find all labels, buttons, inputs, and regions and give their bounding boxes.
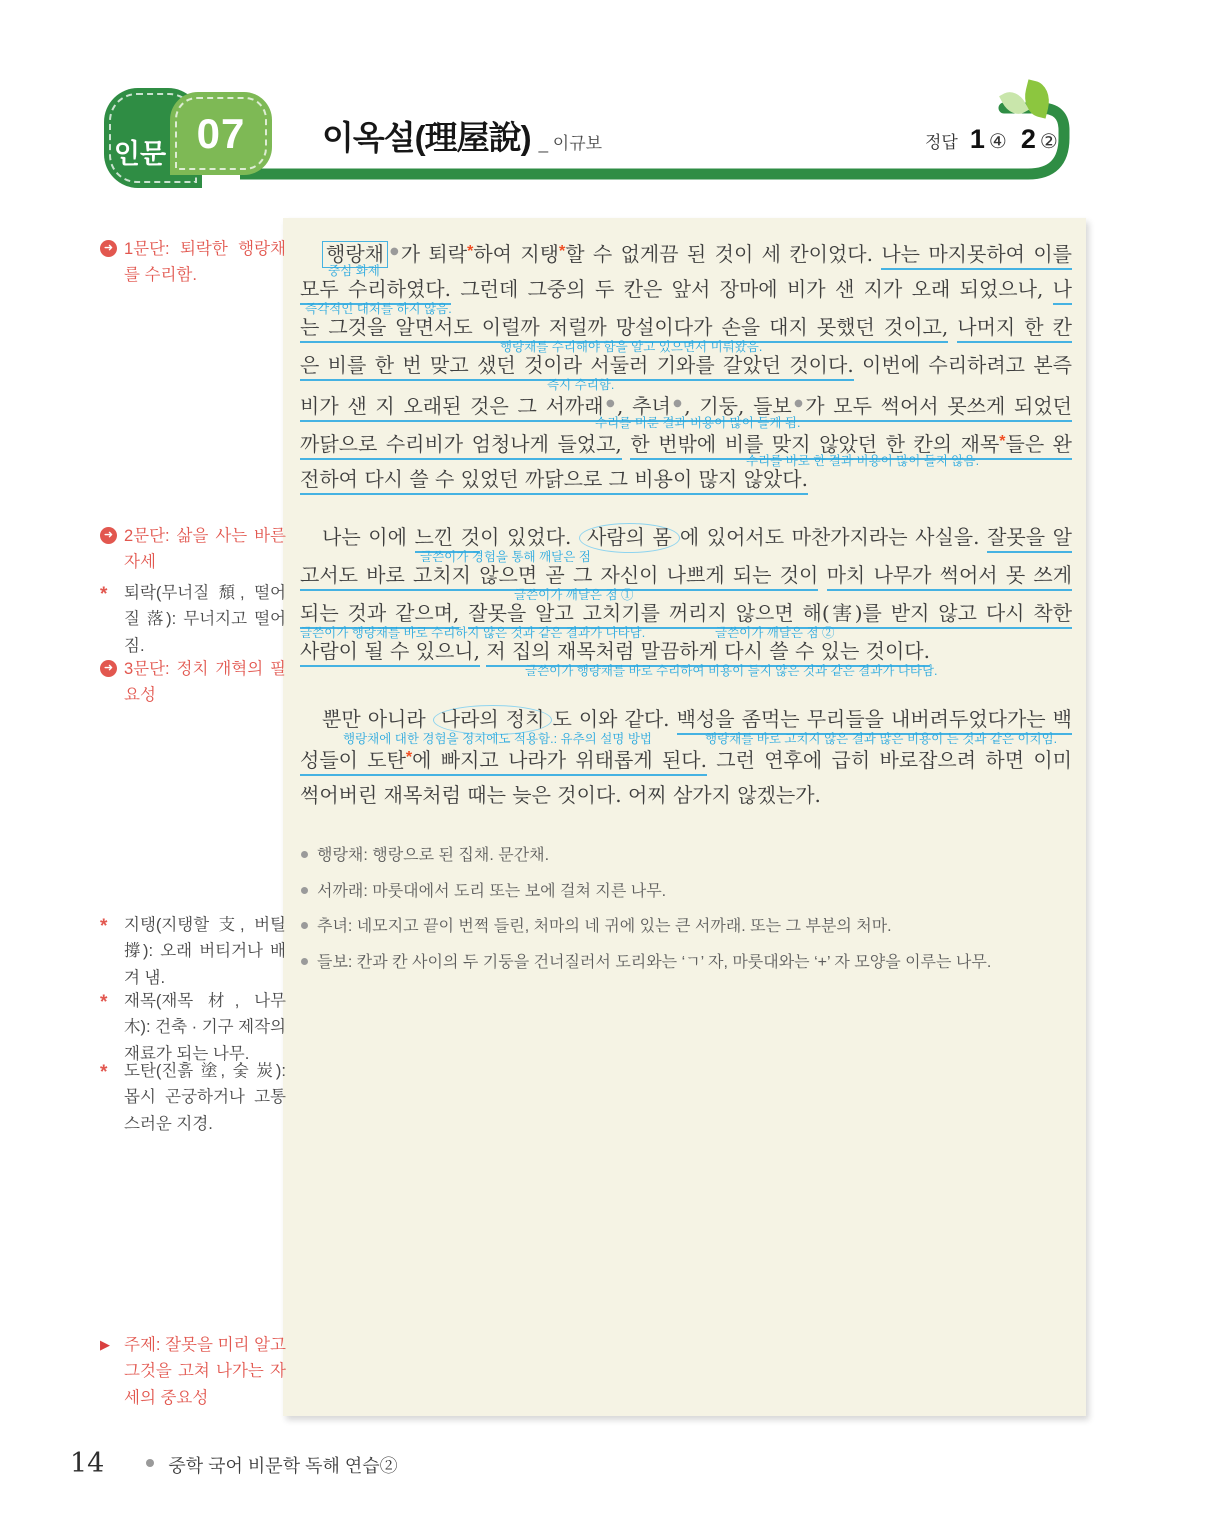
sidebar-note-vocab	[100, 1058, 286, 1137]
sidebar-note-vocab	[100, 988, 286, 1067]
passage-annotation: 행랑채에 대한 경험을 정치에도 적용함.: 유추의 설명 방법	[343, 732, 652, 746]
passage-line	[300, 781, 1072, 819]
paragraph	[300, 523, 1073, 678]
sidebar-note-para	[100, 236, 286, 289]
title-block	[322, 112, 602, 159]
passage-annotation: 수리를 미룬 결과 비용이 많이 들게 됨.	[595, 416, 801, 430]
answer-value: ②	[1039, 131, 1058, 153]
passage-line	[300, 743, 1072, 781]
footnote-dot-icon: ●	[603, 398, 618, 409]
asterisk-icon: *	[558, 243, 566, 260]
passage-annotation: 행랑채를 바로 고치지 않은 결과 많은 비용이 든 것과 같은 이치임.	[705, 732, 1058, 746]
lesson-number: 07	[196, 109, 246, 157]
footnote-item	[300, 845, 1072, 867]
sidebar-note-text: 퇴락(무너질 頹, 떨어질 落): 무너지고 떨어짐.	[124, 584, 286, 655]
passage-line	[300, 351, 1072, 392]
lesson-number-badge	[170, 92, 272, 175]
underlined-text: , 추녀	[617, 394, 671, 422]
passage-annotation: 중심 화제	[328, 264, 380, 278]
asterisk-icon: *	[467, 243, 474, 260]
underlined-text: 모두 수리하였다.	[300, 277, 451, 305]
underlined-text: 전하여 다시 쓸 수 있었던 까닭으로 그 비용이 많지 않았다.	[300, 467, 808, 495]
bullet-icon	[146, 1459, 154, 1467]
footnote-dot-icon: ●	[387, 246, 401, 257]
passage	[300, 237, 1072, 819]
passage-text: 이 있었다.	[480, 525, 579, 549]
sidebar-note-text: 도탄(진흙 塗, 숯 炭): 몹시 곤궁하거나 고통스러운 지경.	[124, 1062, 286, 1133]
underlined-text: 가 모두 썩어서 못쓰게 되었던	[805, 394, 1072, 422]
passage-text: 그런 연후에 급히 바로잡으려 하면 이미	[706, 748, 1072, 772]
footnote-item	[300, 916, 1072, 938]
footnote-dot-icon: ●	[791, 398, 806, 409]
passage-text	[459, 601, 468, 625]
sidebar-note-theme	[100, 1332, 286, 1411]
asterisk-icon: *	[405, 749, 413, 766]
bullet-icon	[301, 922, 308, 929]
circled-keyword: 사람의 몸	[579, 523, 680, 553]
leaf-big	[1020, 79, 1053, 118]
footnote-item	[300, 881, 1072, 903]
passage-text: 나는 이에	[322, 525, 415, 549]
footnote-text: 들보: 칸과 칸 사이의 두 기둥을 건너질러서 도리와는 ‘ㄱ’ 자, 마룻대와는 ‘+’ 자 모양을 이루는 나무.	[317, 953, 992, 971]
passage-line	[300, 599, 1073, 640]
sidebar-note-para	[100, 656, 286, 709]
sidebar-note-text: 지탱(지탱할 支, 버틸 撐): 오래 버티거나 배겨 냄.	[124, 916, 286, 987]
underlined-text: 잘못을 알	[987, 525, 1072, 553]
bullet-icon	[301, 851, 308, 858]
page-footer	[70, 1448, 398, 1479]
sidebar-note-vocab	[100, 580, 286, 659]
underlined-text: 고서도 바로 고치지 않으면 곧 그 자신이 나쁘게 되는 것이	[300, 563, 818, 591]
leaf-icon	[1002, 82, 1062, 132]
passage-text: 썩어버린 재목처럼 때는 늦은 것이다. 어찌 삼가지 않겠는가.	[300, 783, 821, 807]
passage-text	[388, 242, 401, 266]
underlined-text: 나	[1053, 277, 1072, 305]
sidebar-note-text: 3문단: 정치 개혁의 필요성	[124, 660, 286, 705]
underlined-text: 저 집의 재목처럼 말끔하게 다시 쓸 수 있는 것이다.	[486, 639, 930, 667]
passage-text: 그런데 그중의 두 칸은 앞서 장마에 비가 샌 지가 오래 되었으나,	[450, 277, 1053, 301]
page-number: 14	[70, 1448, 105, 1479]
passage-annotation: 수리를 바로 한 결과 비용이 많이 들지 않음.	[746, 454, 980, 468]
underlined-text: 되는 것과 같으며,	[300, 601, 459, 629]
underlined-text: 성들이 도탄	[300, 748, 406, 776]
passage-line	[300, 313, 1072, 354]
category-label: 인문	[113, 138, 167, 169]
footnotes	[300, 845, 1072, 973]
underlined-text: 는 그것을 알면서도 이럴까 저럴까 망설이다가 손을 대지 못했던 것이고,	[300, 315, 948, 343]
bullet-icon	[301, 887, 308, 894]
passage-text: 도 이와 같다.	[552, 707, 677, 731]
bullet-icon	[301, 958, 308, 965]
passage-line	[300, 705, 1072, 746]
sidebar-note-text: 1문단: 퇴락한 행랑채를 수리함.	[124, 240, 286, 285]
passage-line	[300, 637, 1072, 678]
question-number: 1	[969, 124, 985, 154]
passage-author: _ 이규보	[538, 134, 603, 153]
paragraph	[300, 705, 1072, 819]
passage-annotation: 즉각적인 대처를 하지 않음.	[305, 302, 452, 316]
answer-value: ④	[988, 131, 1007, 153]
passage-annotation: 행랑채를 수리해야 함을 알고 있으면서 미뤄왔음.	[500, 340, 763, 354]
arrow-circle-icon: ➜	[100, 660, 117, 677]
asterisk-icon: *	[100, 1062, 108, 1083]
footnote-text: 행랑채: 행랑으로 된 집채. 문간채.	[317, 847, 550, 864]
footnote-dot-icon: ●	[670, 398, 685, 409]
passage-text	[818, 563, 826, 587]
underlined-text: 비가 샌 지 오래된 것은 그 서까래	[300, 394, 604, 422]
sidebar-note-text: 2문단: 삶을 사는 바른 자세	[124, 527, 286, 572]
sidebar-note-text: 재목(재목 材, 나무 木): 건축 · 기구 제작의 재료가 되는 나무.	[124, 992, 286, 1063]
passage-line	[300, 427, 1073, 468]
underlined-text	[999, 432, 1005, 460]
footnote-item	[300, 952, 1072, 974]
paragraph	[300, 237, 1072, 503]
underlined-text: 한 번밖에 비를 맞지 않았던 한 칸의 재목	[630, 432, 999, 460]
underlined-text: , 기둥, 들보	[684, 394, 791, 422]
sidebar-note-text: 주제: 잘못을 미리 알고 그것을 고쳐 나가는 자세의 중요성	[124, 1336, 286, 1407]
passage-text: 뿐만 아니라	[322, 707, 433, 731]
asterisk-icon: *	[100, 916, 108, 937]
passage-annotation: 글쓴이가 행랑채를 바로 수리하여 비용이 들지 않은 것과 같은 결과가 나타남.	[525, 664, 938, 678]
passage-line	[300, 275, 1072, 316]
passage-annotation: 즉시 수리함.	[547, 378, 615, 392]
series-title: 중학 국어 비문학 독해 연습②	[168, 1456, 398, 1476]
asterisk-icon: *	[999, 433, 1006, 450]
arrow-circle-icon: ➜	[100, 240, 117, 257]
passage-text	[948, 315, 957, 339]
underlined-text: 들은 완	[1006, 432, 1073, 460]
passage-text: 에 있어서도 마찬가지라는 사실을.	[679, 525, 988, 549]
underlined-text: 마치 나무가 썩어서 못 쓰게	[827, 563, 1072, 591]
boxed-keyword: 행랑채	[322, 241, 388, 268]
circled-keyword: 나라의 정치	[433, 705, 553, 735]
sidebar-note-vocab	[100, 912, 286, 991]
passage-annotation: 글쓴이가 행랑채를 바로 수리하지 않은 것과 같은 결과가 나타남.	[300, 626, 646, 640]
passage-line	[300, 389, 1072, 430]
passage-annotation: 글쓴이가 경험을 통해 깨달은 점	[420, 550, 591, 564]
passage-line	[300, 237, 1072, 278]
triangle-icon: ▶	[100, 1337, 110, 1352]
passage-line	[300, 561, 1073, 602]
underlined-text: 잘못을 알고 고치기를 꺼리지 않으면 해(害)를 받지 않고 다시 착한	[468, 601, 1072, 629]
underlined-text: 느낀 것	[415, 525, 481, 553]
arrow-circle-icon: ➜	[100, 527, 117, 544]
passage-line	[300, 523, 1072, 564]
passage-text: 할 수 없게끔 된 것이 세 칸이었다.	[565, 242, 882, 266]
asterisk-icon: *	[100, 584, 108, 605]
question-number: 2	[1020, 124, 1036, 154]
passage-annotation: 글쓴이가 깨달은 점 ①	[514, 588, 634, 602]
passage-box	[283, 218, 1086, 1416]
footnote-text: 서까래: 마룻대에서 도리 또는 보에 걸쳐 지른 나무.	[317, 882, 667, 900]
asterisk-icon: *	[100, 992, 108, 1013]
passage-text: 이번에 수리하려고 본즉	[853, 353, 1072, 377]
underlined-text: 에 빠지고 나라가 위태롭게 된다.	[412, 748, 707, 776]
passage-line	[300, 465, 1072, 503]
footnote-text: 추녀: 네모지고 끝이 번쩍 들린, 처마의 네 귀에 있는 큰 서까래. 또는 그 부분의 처마.	[317, 918, 892, 936]
passage-title: 이옥설(理屋說)	[322, 119, 531, 156]
underlined-text: 나머지 한 칸	[957, 315, 1072, 343]
underlined-text: 은 비를 한 번 맞고 샜던 것이라 서둘러 기와를 갈았던 것이다.	[300, 353, 854, 381]
sidebar-note-para	[100, 523, 286, 576]
answer-label: 정답	[925, 133, 958, 152]
passage-text: 가 퇴락	[400, 242, 468, 266]
underlined-text: 나는 마지못하여 이를	[881, 242, 1072, 270]
underlined-text: 백성을 좀먹는 무리들을 내버려두었다가는 백	[677, 707, 1072, 735]
underlined-text: 사람이 될 수 있으니,	[300, 639, 480, 667]
underlined-text: 까닭으로 수리비가 엄청나게 들었고,	[300, 432, 622, 460]
passage-text: 하여 지탱	[473, 242, 559, 266]
passage-annotation: 글쓴이가 깨달은 점 ②	[715, 626, 835, 640]
